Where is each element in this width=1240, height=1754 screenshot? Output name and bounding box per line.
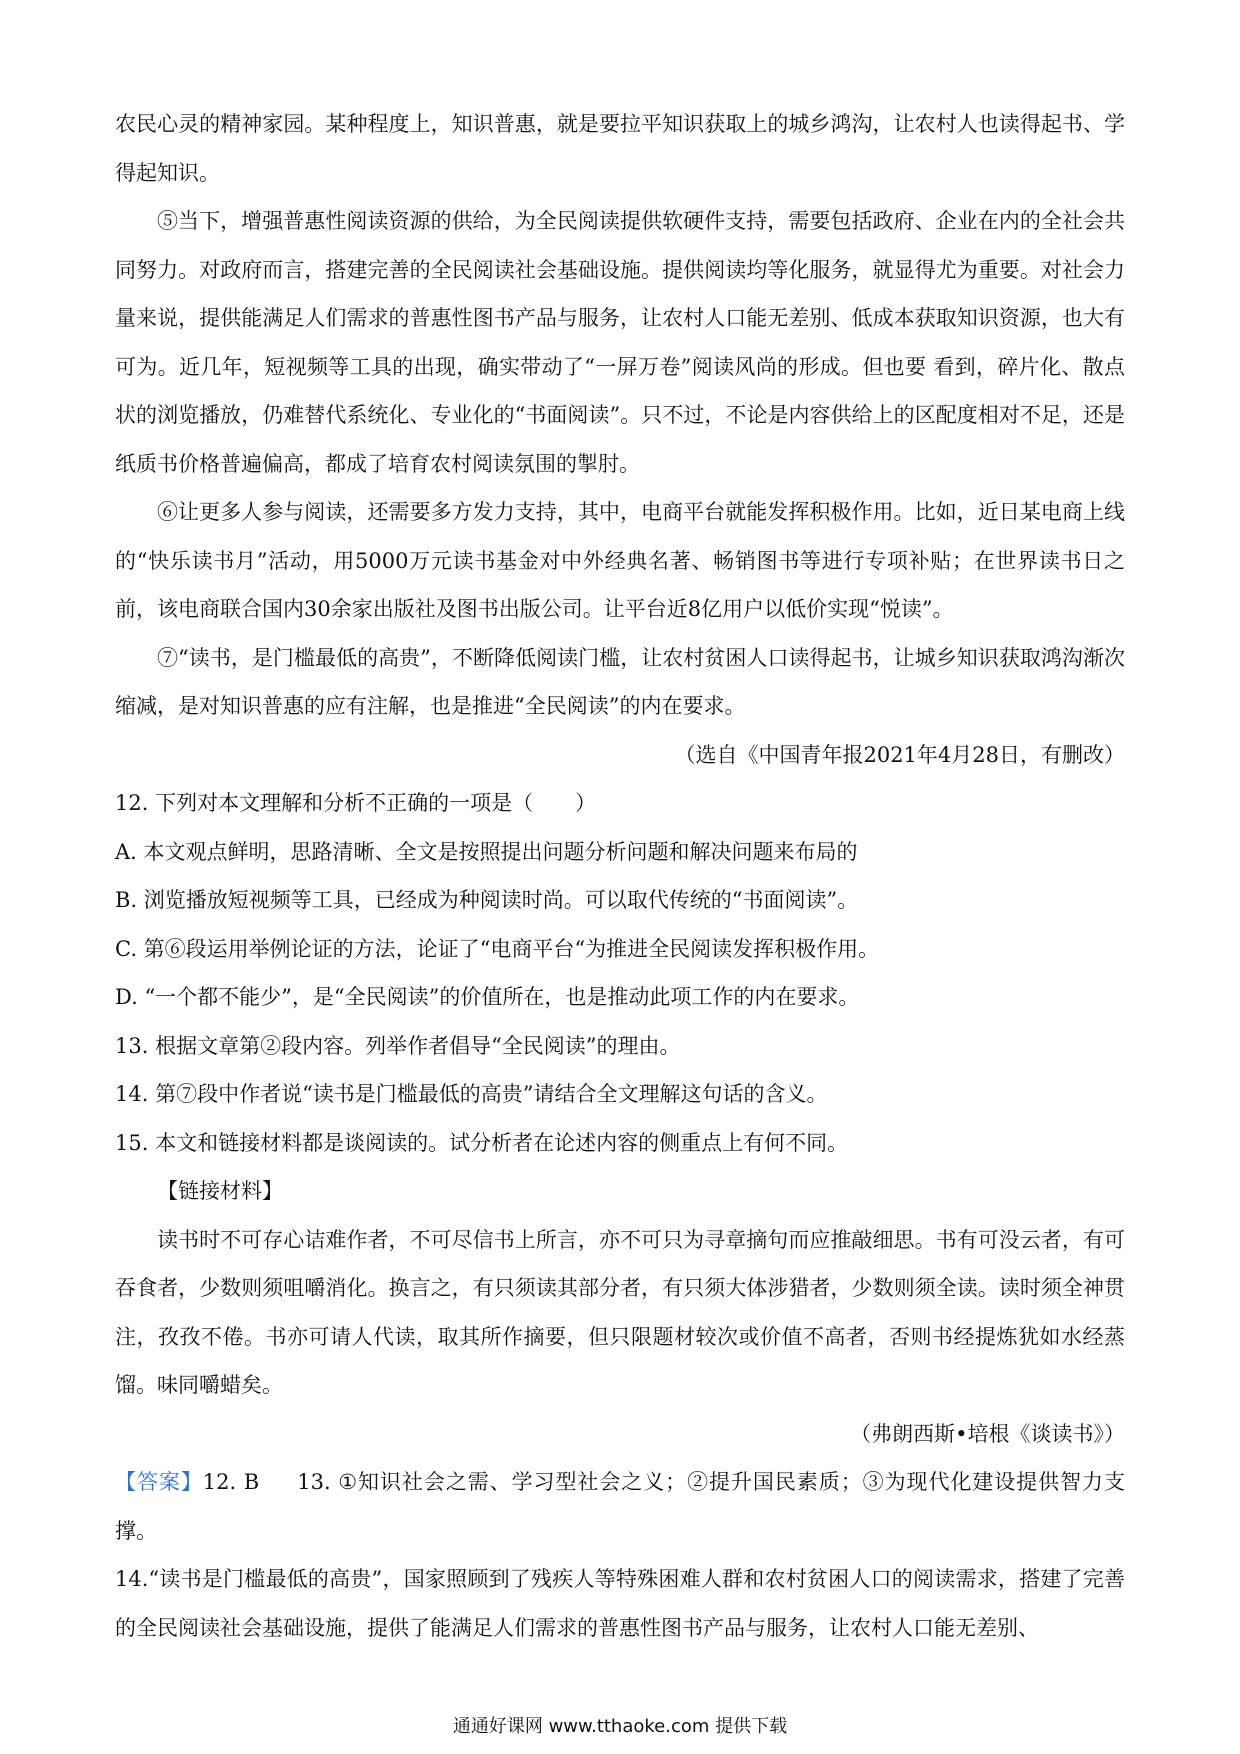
answer-13: 13. ①知识社会之需、学习型社会之义；②提升国民素质；③为现代化建设提供智力支撑。 [115,1470,1125,1543]
answer-line-1 [115,1458,1125,1555]
answer-12: 12. B [202,1470,260,1494]
link-material-body: 读书时不可存心诘难作者，不可尽信书上所言，亦不可只为寻章摘句而应推敲细思。书有可没云者，有可吞食者，少数则须咀嚼消化。换言之，有只须读其部分者，有只须大体涉猎者，少数则须全读。读时须全神贯注，孜孜不倦。书亦可请人代读，取其所作摘要，但只限题材较次或价值不高者，否则书经提炼犹如水经蒸馏。味同嚼蜡矣。 [115,1227,1125,1397]
option-b: B. 浏览播放短视频等工具，已经成为种阅读时尚。可以取代传统的“书面阅读”。 [115,888,859,912]
link-material-source: （弗朗西斯•培根《谈读书》） [850,1421,1125,1446]
option-c: C. 第⑥段运用举例论证的方法，论证了“电商平台“为推进全民阅读发挥积极作用。 [115,936,880,961]
article-paragraph-6: ⑥让更多人参与阅读，还需要多方发力支持，其中，电商平台就能发挥积极作用。比如，近日某电商上线的“快乐读书月”活动，用5000万元读书基金对中外经典名著、畅销图书等进行专项补贴；在世界读书日之前，该电商联合国内30余家出版社及图书出版公司。让平台近8亿用户以低价实现“悦读”。 [115,500,1125,621]
link-material-heading: 【链接材料】 [157,1179,283,1203]
article-paragraph-4-continued: 农民心灵的精神家园。某种程度上，知识普惠，就是要拉平知识获取上的城乡鸿沟，让农村人也读得起书、学得起知识。 [115,112,1125,185]
article-source: （选自《中国青年报2021年4月28日，有删改） [674,742,1125,767]
question-12: 12. 下列对本文理解和分析不正确的一项是（ ） [115,791,597,815]
article-paragraph-7: ⑦“读书，是门槛最低的高贵”，不断降低阅读门槛，让农村贫困人口读得起书，让城乡知识获取鸿沟渐次缩减，是对知识普惠的应有注解，也是推进“全民阅读”的内在要求。 [115,645,1125,718]
answer-14: 14.“读书是门槛最低的高贵”，国家照顾到了残疾人等特殊困难人群和农村贫困人口的阅读需求，搭建了完善的全民阅读社会基础设施，提供了能满足人们需求的普惠性图书产品与服务，让农村人口能无差别、 [115,1567,1125,1640]
question-15: 15. 本文和链接材料都是谈阅读的。试分析者在论述内容的侧重点上有何不同。 [115,1130,849,1155]
question-14: 14. 第⑦段中作者说“读书是门槛最低的高贵”请结合全文理解这句话的含义。 [115,1082,828,1106]
document-body [115,100,1125,1652]
option-d: D. “一个都不能少”，是“全民阅读”的价值所在，也是推动此项工作的内在要求。 [115,985,860,1009]
article-paragraph-5: ⑤当下，增强普惠性阅读资源的供给，为全民阅读提供软硬件支持，需要包括政府、企业在内的全社会共同努力。对政府而言，搭建完善的全民阅读社会基础设施。提供阅读均等化服务，就显得尤为重要。对社会力量来说，提供能满足人们需求的普惠性图书产品与服务，让农村人口能无差别、低成本获取知识资源，也大有可为。近几年，短视频等工具的出现，确实带动了“一屏万卷”阅读风尚的形成。但也要 看到，碎片化、散点状的浏览播放，仍难替代系统化、专业化的“书面阅读”。只不过，不论是内容供给上的区配度相对不足，还是纸质书价格普遍偏高，都成了培育农村阅读氛围的掣肘。 [115,209,1125,476]
answer-label: 【答案】 [115,1470,203,1494]
option-a: A. 本文观点鲜明，思路清晰、全文是按照提出问题分析问题和解决问题来布局的 [115,839,858,864]
question-13: 13. 根据文章第②段内容。列举作者倡导“全民阅读”的理由。 [115,1033,681,1058]
page-footer: 通通好课网 www.tthaoke.com 提供下载 [452,1716,788,1737]
